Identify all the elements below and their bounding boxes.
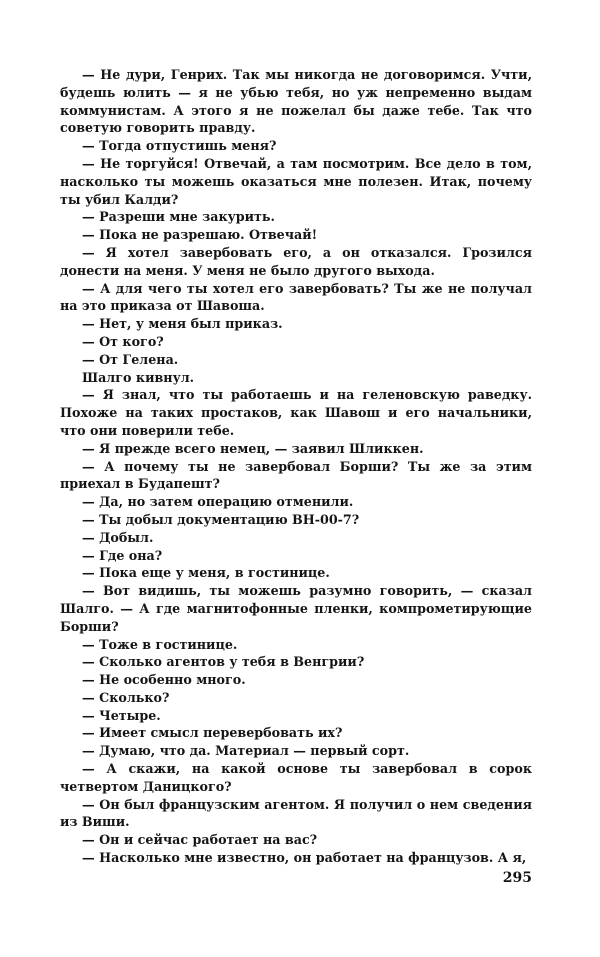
paragraph: — Да, но затем операцию отменили.: [82, 494, 354, 510]
paragraph: — Нет, у меня был приказ.: [82, 316, 283, 332]
paragraph: — Четыре.: [82, 707, 161, 723]
paragraph: — Разреши мне закурить.: [82, 209, 275, 225]
paragraph: — Я хотел завербовать его, а он отказался. Грозился донести на меня. У меня не было другого выхода.: [60, 244, 532, 278]
paragraph: — Тоже в гостинице.: [82, 636, 238, 652]
paragraph: — Пока еще у меня, в гостинице.: [82, 565, 330, 581]
paragraph: — От Гелена.: [82, 351, 179, 367]
paragraph: — Я прежде всего немец, — заявил Шликкен.: [82, 440, 424, 456]
paragraph: — Сколько агентов у тебя в Венгрии?: [82, 654, 365, 670]
paragraph: — Вот видишь, ты можешь разумно говорить, — сказал Шалго. — А где магнитофонные пленки, компрометирующие Борши?: [60, 583, 532, 634]
page-number: 295: [502, 870, 532, 886]
paragraph: — От кого?: [82, 333, 164, 349]
paragraph: — Сколько?: [82, 689, 170, 705]
paragraph: — Не особенно много.: [82, 672, 246, 688]
paragraph: — Добыл.: [82, 529, 154, 545]
paragraph: — Думаю, что да. Материал — первый сорт.: [82, 743, 410, 759]
page-body: [60, 66, 532, 867]
paragraph: — Не торгуйся! Отвечай, а там посмотрим. Все дело в том, насколько ты можешь оказаться мне полезен. Итак, почему ты убил Калди?: [60, 155, 532, 207]
paragraph: — А почему ты не завербовал Борши? Ты же за этим приехал в Будапешт?: [60, 458, 532, 492]
paragraph: — А для чего ты хотел его завербовать? Ты же не получал на это приказа от Шавоша.: [60, 280, 532, 314]
paragraph: — Ты добыл документацию ВН-00-7?: [82, 511, 360, 527]
paragraph: — Я знал, что ты работаешь и на геленовскую раведку. Похоже на таких простаков, как Шавош и его начальники, что они поверили тебе.: [60, 387, 532, 438]
paragraph: — Насколько мне известно, он работает на французов. А я,: [82, 850, 527, 866]
paragraph: — Имеет смысл перевербовать их?: [82, 725, 343, 741]
paragraph: — А скажи, на какой основе ты завербовал в сорок четвертом Даницкого?: [60, 761, 532, 794]
paragraph: Шалго кивнул.: [82, 369, 195, 385]
paragraph: — Он был французским агентом. Я получил о нем сведения из Виши.: [60, 796, 532, 830]
paragraph: — Он и сейчас работает на вас?: [82, 832, 318, 848]
paragraph: — Тогда отпустишь меня?: [82, 138, 277, 154]
paragraph: — Не дури, Генрих. Так мы никогда не договоримся. Учти, будешь юлить — я не убью тебя, но уж непременно выдам коммунистам. А этого я не пожелал бы даже тебе. Так что советую говорить правду.: [60, 67, 532, 136]
paragraph: — Пока не разрешаю. Отвечай!: [82, 227, 318, 243]
paragraph: — Где она?: [82, 547, 163, 563]
